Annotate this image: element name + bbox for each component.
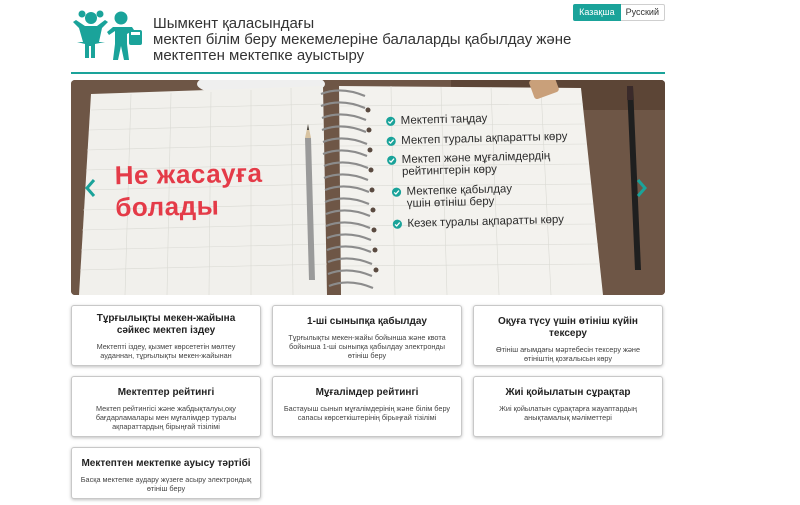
slide-feature-text: Мектепке қабылдау үшін өтініш беру xyxy=(406,183,513,210)
card-description: Мектепті іздеу, қызмет көрсететін мөлтеу ауданнан, тұрғылықты мекен-жайынан xyxy=(96,342,236,360)
language-switcher xyxy=(573,4,665,21)
card-title: Жиі қойылатын сұрақтар xyxy=(505,387,631,398)
card-description: Басқа мектепке аудару жүзеге асыру электрондық өтініш беру xyxy=(80,475,252,493)
chevron-right-icon xyxy=(638,180,645,196)
check-circle-icon xyxy=(386,116,396,126)
check-circle-icon xyxy=(391,187,401,197)
card-teacher-rating[interactable] xyxy=(272,376,462,437)
site-title-line: Шымкент қаласындағы xyxy=(153,15,315,32)
card-description: Өтініш ағымдағы мәртебесін тексеру және өтініштің қозғалысын көру xyxy=(495,345,641,363)
slide-feature-item xyxy=(391,183,537,211)
hero-carousel xyxy=(71,80,665,295)
card-first-grade-admission[interactable] xyxy=(272,305,462,366)
card-application-status[interactable] xyxy=(473,305,663,366)
header-divider xyxy=(71,72,665,74)
page-container xyxy=(71,0,665,505)
site-title-line: мектептен мектепке ауыстыру xyxy=(153,47,365,64)
slide-feature-list xyxy=(386,111,574,231)
slide-heading-line: болады xyxy=(115,190,220,223)
check-circle-icon xyxy=(386,136,396,146)
slide-heading-line: Не жасауға xyxy=(114,157,263,191)
carousel-prev-button[interactable] xyxy=(83,177,99,199)
card-faq[interactable] xyxy=(473,376,663,437)
card-school-search[interactable] xyxy=(71,305,261,366)
slide-feature-item xyxy=(386,131,571,148)
card-title: 1-ші сыныпқа қабылдау xyxy=(307,316,427,327)
card-description: Бастауыш сынып мұғалімдерінің және білім беру сапасы көрсеткіштерінің бірыңғай тізілімі xyxy=(283,404,451,422)
chevron-left-icon xyxy=(87,180,94,196)
card-title: Оқуға түсу үшін өтініш күйін тексеру xyxy=(498,316,638,339)
slide-feature-item xyxy=(387,150,573,179)
children-logo-icon xyxy=(71,8,145,62)
slide-heading xyxy=(114,157,263,224)
site-title-line: мектеп білім беру мекемелеріне балаларды қабылдау және xyxy=(153,31,572,48)
card-title: Мектептен мектепке ауысу тәртібі xyxy=(81,458,251,469)
card-title: Мұғалімдер рейтингі xyxy=(315,387,419,398)
carousel-next-button[interactable] xyxy=(633,177,649,199)
card-description: Тұрғылықты мекен-жайы бойынша және квота бойынша 1-ші сыныпқа қабылдау электронды өтініш беру xyxy=(288,333,446,360)
slide-feature-text: Кезек туралы ақпаратты көру xyxy=(407,213,565,230)
lang-kazakh-button[interactable]: Казақша xyxy=(573,4,620,21)
site-logo[interactable] xyxy=(71,8,145,62)
card-description: Жиі қойылатын сұрақтарға жауаптардың анықтамалық мәліметтері xyxy=(499,404,637,422)
site-title xyxy=(153,16,571,64)
lang-russian-button[interactable]: Русский xyxy=(621,4,665,21)
card-description: Мектеп рейтингісі және жабдықталуы,оқу бағдарламалары мен мұғалімдер туралы ақпараттардың бірыңғай тізілімі xyxy=(95,404,237,431)
slide-feature-text: Мектеп туралы ақпаратты көру xyxy=(401,130,568,148)
card-school-transfer[interactable] xyxy=(71,447,261,499)
card-title: Мектептер рейтингі xyxy=(117,387,215,398)
slide-feature-text: Мектеп және мұғалімдердің рейтингтерін көру xyxy=(401,150,551,179)
check-circle-icon xyxy=(392,219,402,229)
slide-feature-text: Мектепті таңдау xyxy=(400,112,488,128)
check-circle-icon xyxy=(387,155,397,165)
card-school-rating[interactable] xyxy=(71,376,261,437)
card-title: Тұрғылықты мекен-жайына сәйкес мектеп іздеу xyxy=(96,313,236,336)
